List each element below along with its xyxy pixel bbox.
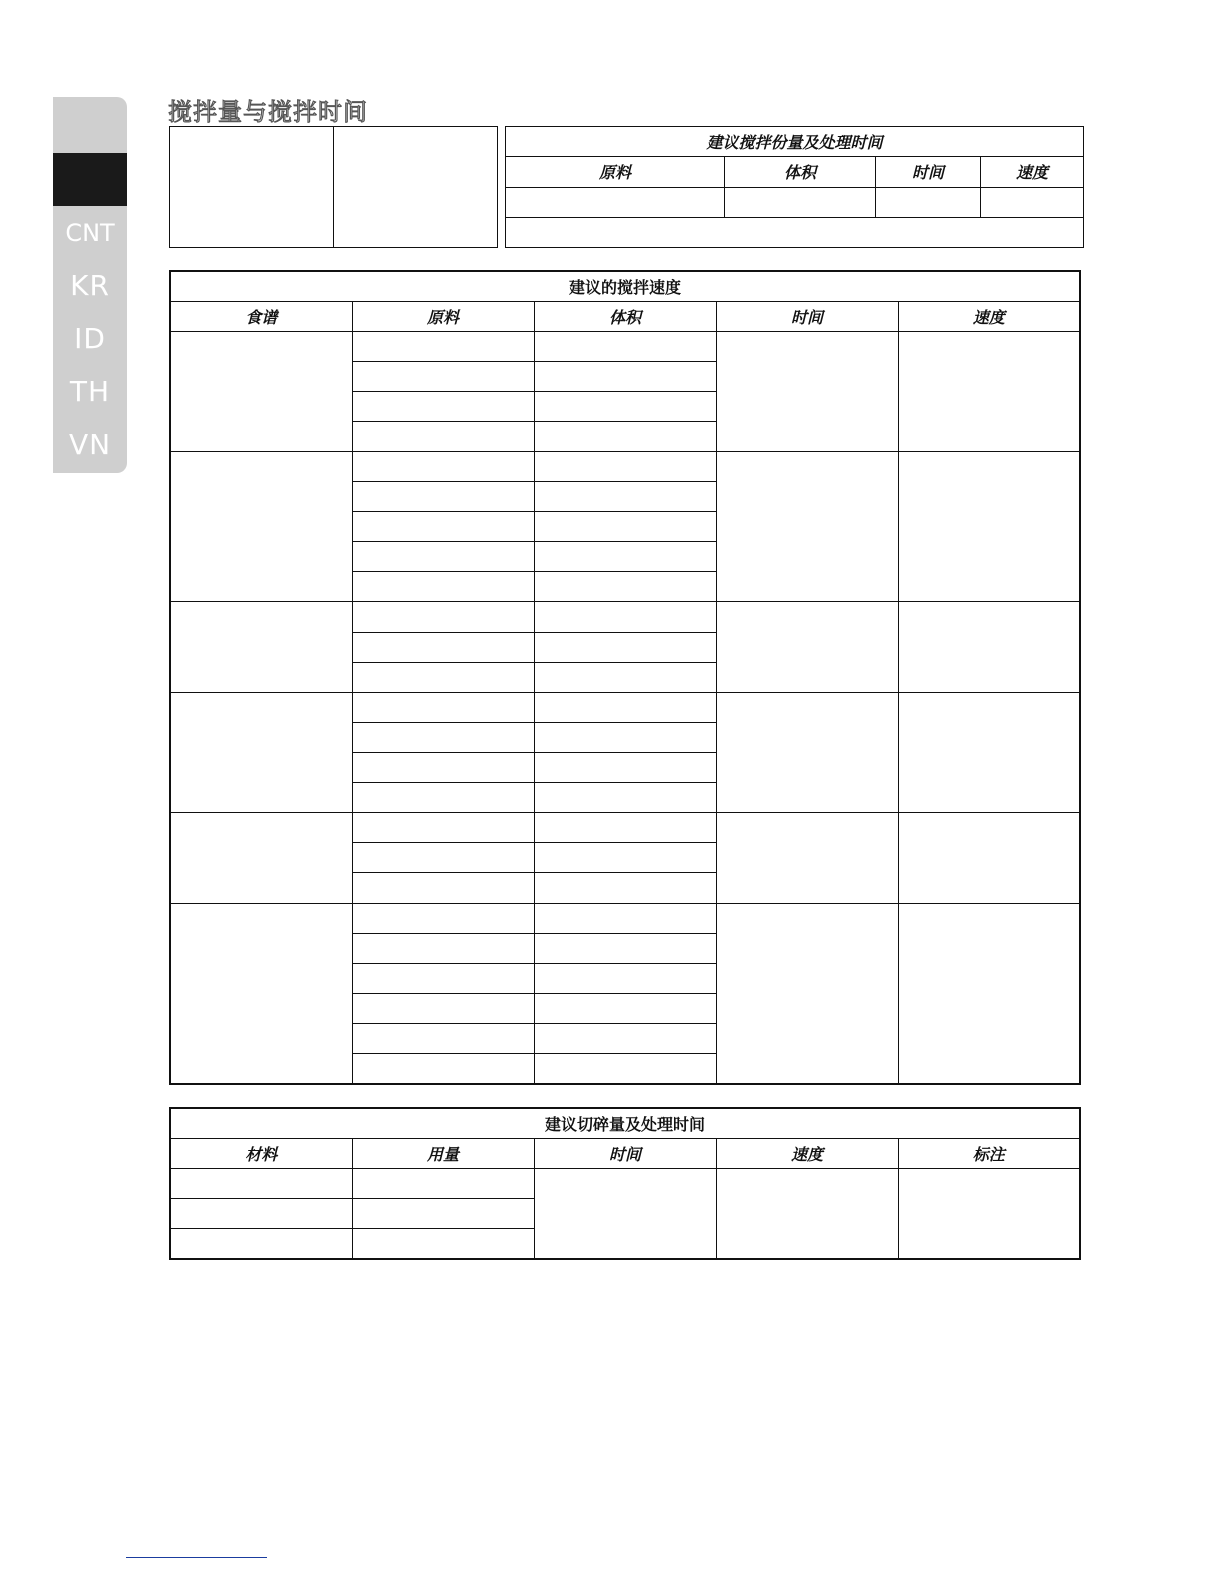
speed-ingredient-cell [352,963,534,993]
speed-speed-cell [898,692,1080,812]
speed-ingredient-cell [352,692,534,722]
speed-volume-cell [534,542,716,572]
speed-ingredient-cell [352,662,534,692]
speed-ingredient-cell [352,391,534,421]
portion-header-speed: 速度 [981,157,1084,187]
speed-row [170,813,1080,843]
speed-volume-cell [534,482,716,512]
speed-ingredient-cell [352,421,534,451]
language-tab-cnt: CNT [65,218,115,247]
speed-ingredient-cell [352,602,534,632]
speed-header-speed: 速度 [898,301,1080,331]
speed-volume-cell [534,361,716,391]
speed-volume-cell [534,391,716,421]
speed-ingredient-cell [352,632,534,662]
speed-volume-cell [534,753,716,783]
speed-row [170,331,1080,361]
speed-volume-cell [534,843,716,873]
chop-amount-cell [352,1198,534,1228]
speed-ingredient-cell [352,933,534,963]
chop-material-cell [170,1198,352,1228]
speed-volume-cell [534,1054,716,1084]
chop-table-title: 建议切碎量及处理时间 [170,1108,1080,1138]
speed-volume-cell [534,873,716,903]
speed-volume-cell [534,783,716,813]
speed-header-volume: 体积 [534,301,716,331]
speed-ingredient-cell [352,572,534,602]
chop-header-amount: 用量 [352,1138,534,1168]
portion-table-title: 建议搅拌份量及处理时间 [506,127,1084,157]
speed-volume-cell [534,421,716,451]
speed-ingredient-cell [352,722,534,752]
speed-header-recipe: 食谱 [170,301,352,331]
chop-amount-cell [352,1229,534,1259]
speed-recipe-cell [170,451,352,602]
speed-speed-cell [898,331,1080,451]
chop-header-note: 标注 [898,1138,1080,1168]
speed-ingredient-cell [352,783,534,813]
speed-volume-cell [534,331,716,361]
speed-speed-cell [898,451,1080,602]
portion-header-volume: 体积 [725,157,876,187]
speed-ingredient-cell [352,361,534,391]
chop-speed-cell [716,1168,898,1259]
portion-table [505,126,1084,248]
language-tab-th: TH [69,375,111,408]
speed-ingredient-cell [352,451,534,481]
chop-material-cell [170,1168,352,1198]
speed-volume-cell [534,722,716,752]
speed-speed-cell [898,602,1080,692]
speed-time-cell [716,602,898,692]
speed-time-cell [716,903,898,1084]
speed-ingredient-cell [352,542,534,572]
speed-volume-cell [534,602,716,632]
portion-header-ingredient: 原料 [506,157,725,187]
chop-time-cell [534,1168,716,1259]
speed-speed-cell [898,813,1080,903]
speed-row [170,692,1080,722]
speed-recipe-cell [170,813,352,903]
speed-volume-cell [534,933,716,963]
portion-cell [725,187,876,217]
portion-cell [876,187,981,217]
chop-table [169,1107,1081,1260]
speed-table-body [170,331,1080,1084]
footer-rule [126,1557,267,1558]
chop-amount-cell [352,1168,534,1198]
speed-time-cell [716,692,898,812]
page-title: 搅拌量与搅拌时间 [168,98,368,126]
speed-recipe-cell [170,903,352,1084]
speed-speed-cell [898,903,1080,1084]
speed-row [170,903,1080,933]
speed-ingredient-cell [352,512,534,542]
language-tab-vn: VN [68,428,112,461]
language-tab-blank [53,97,127,153]
speed-ingredient-cell [352,331,534,361]
intro-cell-right [334,127,498,248]
speed-volume-cell [534,692,716,722]
speed-ingredient-cell [352,873,534,903]
speed-volume-cell [534,512,716,542]
chop-material-cell [170,1229,352,1259]
intro-blank-table [169,126,498,248]
portion-header-time: 时间 [876,157,981,187]
speed-header-time: 时间 [716,301,898,331]
speed-volume-cell [534,662,716,692]
language-tab-id: ID [74,322,106,355]
speed-ingredient-cell [352,1054,534,1084]
portion-cell [506,187,725,217]
speed-volume-cell [534,903,716,933]
speed-volume-cell [534,963,716,993]
portion-note-row [506,217,1084,247]
speed-ingredient-cell [352,993,534,1023]
speed-time-cell [716,331,898,451]
intro-cell-left [170,127,334,248]
speed-time-cell [716,451,898,602]
chop-header-speed: 速度 [716,1138,898,1168]
speed-ingredient-cell [352,813,534,843]
speed-volume-cell [534,1024,716,1054]
chop-note-cell [898,1168,1080,1259]
speed-table [169,270,1081,1085]
speed-volume-cell [534,632,716,662]
speed-recipe-cell [170,331,352,451]
speed-row [170,602,1080,632]
speed-table-title: 建议的搅拌速度 [170,271,1080,301]
language-tab-strip [53,97,127,473]
speed-recipe-cell [170,602,352,692]
chop-row [170,1168,1080,1198]
language-tab-kr: KR [70,269,110,302]
speed-volume-cell [534,451,716,481]
speed-ingredient-cell [352,843,534,873]
speed-volume-cell [534,813,716,843]
chop-header-material: 材料 [170,1138,352,1168]
chop-table-body [170,1168,1080,1259]
speed-recipe-cell [170,692,352,812]
speed-row [170,451,1080,481]
speed-ingredient-cell [352,753,534,783]
chop-header-time: 时间 [534,1138,716,1168]
speed-volume-cell [534,993,716,1023]
speed-header-ingredient: 原料 [352,301,534,331]
speed-volume-cell [534,572,716,602]
speed-time-cell [716,813,898,903]
speed-ingredient-cell [352,482,534,512]
portion-cell [981,187,1084,217]
speed-ingredient-cell [352,903,534,933]
language-tab-active [53,153,127,206]
speed-ingredient-cell [352,1024,534,1054]
